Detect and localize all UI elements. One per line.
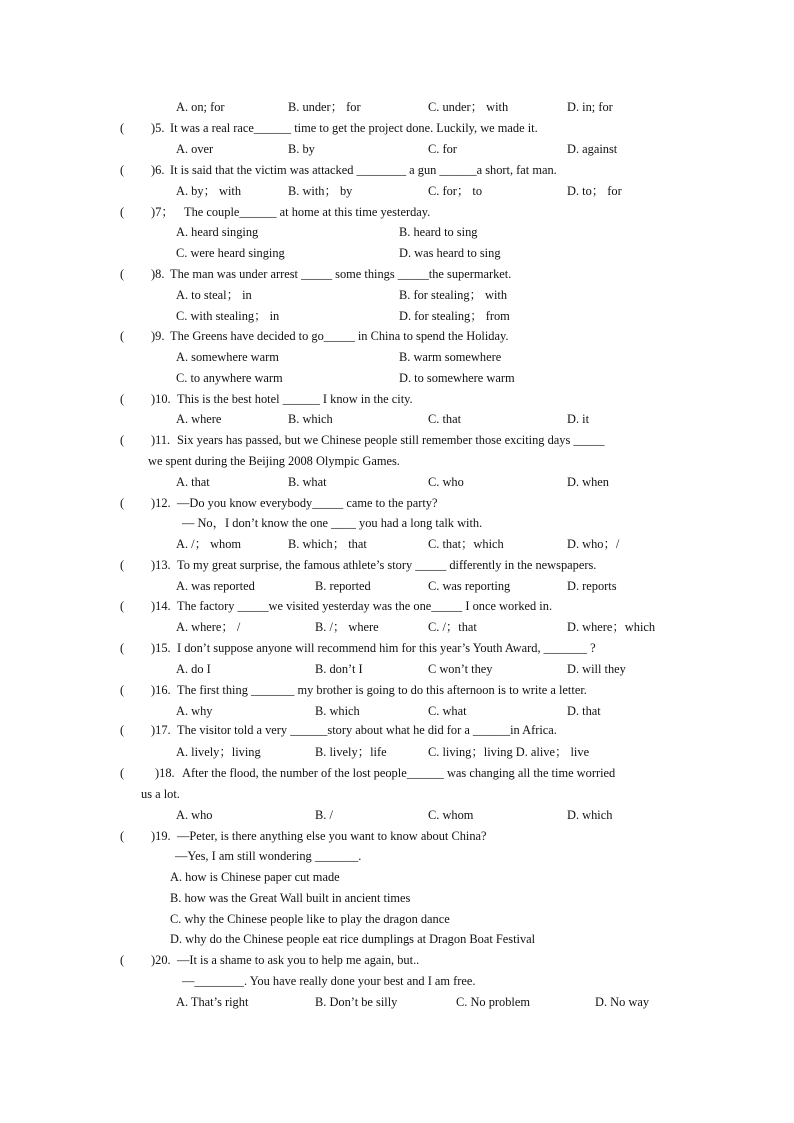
q19-option-a: A. how is Chinese paper cut made <box>170 870 340 884</box>
q9-stem: The Greens have decided to go_____ in China to spend the Holiday. <box>170 329 509 343</box>
q10-option-c: C. that <box>428 412 462 426</box>
q5-paren: ( <box>120 121 125 135</box>
q20-number: )20. <box>151 953 171 967</box>
q10-option-a: A. where <box>176 412 222 426</box>
q20-option-d: D. No way <box>595 995 650 1009</box>
q14-number: )14. <box>151 599 171 613</box>
q15-number: )15. <box>151 641 171 655</box>
q14-option-c: C. /；that <box>428 620 477 634</box>
q6-paren: ( <box>120 163 125 177</box>
q19-stem: —Peter, is there anything else you want to know about China? <box>177 829 487 843</box>
q9-option-d: D. to somewhere warm <box>399 371 515 385</box>
q11-paren: ( <box>120 433 125 447</box>
q6-number: )6. <box>151 163 165 177</box>
q18-stem-continued: us a lot. <box>141 787 180 801</box>
q17-stem: The visitor told a very ______story about what he did for a ______in Africa. <box>177 723 557 737</box>
q9-number: )9. <box>151 329 165 343</box>
q16-number: )16. <box>151 683 171 697</box>
q20-option-c: C. No problem <box>456 995 530 1009</box>
q18-option-a: A. who <box>176 808 213 822</box>
q10-option-d: D. it <box>567 412 590 426</box>
q19-option-d: D. why do the Chinese people eat rice dumplings at Dragon Boat Festival <box>170 932 536 946</box>
q15-option-a: A. do I <box>176 662 211 676</box>
q13-option-b: B. reported <box>315 579 371 593</box>
q12-option-d: D. who；/ <box>567 537 620 551</box>
q14-option-d: D. where；which <box>567 620 656 634</box>
q19-option-b: B. how was the Great Wall built in ancient times <box>170 891 411 905</box>
q5-option-a: A. over <box>176 142 214 156</box>
q19-number: )19. <box>151 829 171 843</box>
q7-option-d: D. was heard to sing <box>399 246 501 260</box>
q7-option-b: B. heard to sing <box>399 225 478 239</box>
q12-paren: ( <box>120 496 125 510</box>
q19-option-c: C. why the Chinese people like to play the dragon dance <box>170 912 450 926</box>
q18-paren: ( <box>120 766 125 780</box>
q16-option-a: A. why <box>176 704 213 718</box>
q7-number: )7； <box>151 205 174 219</box>
q15-stem: I don’t suppose anyone will recommend him for this year’s Youth Award, _______ ? <box>177 641 596 655</box>
q16-option-c: C. what <box>428 704 467 718</box>
q7-option-c: C. were heard singing <box>176 246 285 260</box>
q16-option-d: D. that <box>567 704 601 718</box>
q5-number: )5. <box>151 121 165 135</box>
q20-response: —________. You have really done your best and I am free. <box>182 974 476 988</box>
q19-paren: ( <box>120 829 125 843</box>
q4-option-b: B. under； for <box>288 100 361 114</box>
q9-option-b: B. warm somewhere <box>399 350 502 364</box>
q18-option-d: D. which <box>567 808 613 822</box>
q7-stem: The couple______ at home at this time yesterday. <box>184 205 431 219</box>
q14-option-a: A. where； / <box>176 620 241 634</box>
q10-option-b: B. which <box>288 412 333 426</box>
q18-option-b: B. / <box>315 808 333 822</box>
q8-option-c: C. with stealing； in <box>176 309 280 323</box>
q8-option-d: D. for stealing； from <box>399 309 510 323</box>
q17-option-b: B. lively；life <box>315 745 387 759</box>
q6-option-b: B. with； by <box>288 184 353 198</box>
q9-option-c: C. to anywhere warm <box>176 371 283 385</box>
q15-option-d: D. will they <box>567 662 626 676</box>
q18-number: )18. <box>155 766 175 780</box>
q5-option-c: C. for <box>428 142 457 156</box>
q13-option-d: D. reports <box>567 579 617 593</box>
q14-option-b: B. /； where <box>315 620 379 634</box>
q20-option-a: A. That’s right <box>176 995 249 1009</box>
q15-option-c: C won’t they <box>428 662 493 676</box>
q10-number: )10. <box>151 392 171 406</box>
q9-paren: ( <box>120 329 125 343</box>
q15-option-b: B. don’t I <box>315 662 363 676</box>
q10-stem: This is the best hotel ______ I know in the city. <box>177 392 413 406</box>
q5-option-d: D. against <box>567 142 618 156</box>
q12-option-b: B. which； that <box>288 537 367 551</box>
q16-stem: The first thing _______ my brother is going to do this afternoon is to write a letter. <box>177 683 587 697</box>
q17-number: )17. <box>151 723 171 737</box>
q11-option-a: A. that <box>176 475 210 489</box>
q20-option-b: B. Don’t be silly <box>315 995 398 1009</box>
q5-stem: It was a real race______ time to get the project done. Luckily, we made it. <box>170 121 538 135</box>
q12-number: )12. <box>151 496 171 510</box>
q7-paren: ( <box>120 205 125 219</box>
q8-option-b: B. for stealing； with <box>399 288 508 302</box>
q13-option-c: C. was reporting <box>428 579 511 593</box>
q11-option-c: C. who <box>428 475 464 489</box>
q13-number: )13. <box>151 558 171 572</box>
q11-stem-continued: we spent during the Beijing 2008 Olympic Games. <box>148 454 400 468</box>
q6-option-c: C. for； to <box>428 184 483 198</box>
q4-option-a: A. on; for <box>176 100 225 114</box>
q5-option-b: B. by <box>288 142 315 156</box>
q4-option-c: C. under； with <box>428 100 509 114</box>
q11-stem: Six years has passed, but we Chinese people still remember those exciting days _____ <box>177 433 605 447</box>
q8-stem: The man was under arrest _____ some things _____the supermarket. <box>170 267 512 281</box>
q12-stem: —Do you know everybody_____ came to the party? <box>177 496 438 510</box>
q11-number: )11. <box>151 433 171 447</box>
q14-stem: The factory _____we visited yesterday was the one_____ I once worked in. <box>177 599 553 613</box>
q13-option-a: A. was reported <box>176 579 255 593</box>
q12-option-a: A. /； whom <box>176 537 242 551</box>
q13-paren: ( <box>120 558 125 572</box>
q10-paren: ( <box>120 392 125 406</box>
q17-paren: ( <box>120 723 125 737</box>
q14-paren: ( <box>120 599 125 613</box>
q18-option-c: C. whom <box>428 808 474 822</box>
q6-option-d: D. to； for <box>567 184 622 198</box>
q12-response: — No，I don’t know the one ____ you had a long talk with. <box>182 516 483 530</box>
q19-response: —Yes, I am still wondering _______. <box>175 849 362 863</box>
q16-option-b: B. which <box>315 704 360 718</box>
q11-option-d: D. when <box>567 475 609 489</box>
q18-stem: After the flood, the number of the lost people______ was changing all the time worried <box>182 766 616 780</box>
q8-paren: ( <box>120 267 125 281</box>
q17-option-a: A. lively；living <box>176 745 261 759</box>
q12-option-c: C. that；which <box>428 537 504 551</box>
q7-option-a: A. heard singing <box>176 225 259 239</box>
q8-option-a: A. to steal； in <box>176 288 252 302</box>
q20-stem: —It is a shame to ask you to help me again, but.. <box>177 953 420 967</box>
q20-paren: ( <box>120 953 125 967</box>
q9-option-a: A. somewhere warm <box>176 350 279 364</box>
q4-option-d: D. in; for <box>567 100 613 114</box>
q11-option-b: B. what <box>288 475 327 489</box>
q6-stem: It is said that the victim was attacked ________ a gun ______a short, fat man. <box>170 163 557 177</box>
q15-paren: ( <box>120 641 125 655</box>
q8-number: )8. <box>151 267 165 281</box>
q6-option-a: A. by； with <box>176 184 242 198</box>
q17-option-c-and-d: C. living；living D. alive； live <box>428 745 590 759</box>
q13-stem: To my great surprise, the famous athlete’s story _____ differently in the newspapers. <box>177 558 597 572</box>
q16-paren: ( <box>120 683 125 697</box>
